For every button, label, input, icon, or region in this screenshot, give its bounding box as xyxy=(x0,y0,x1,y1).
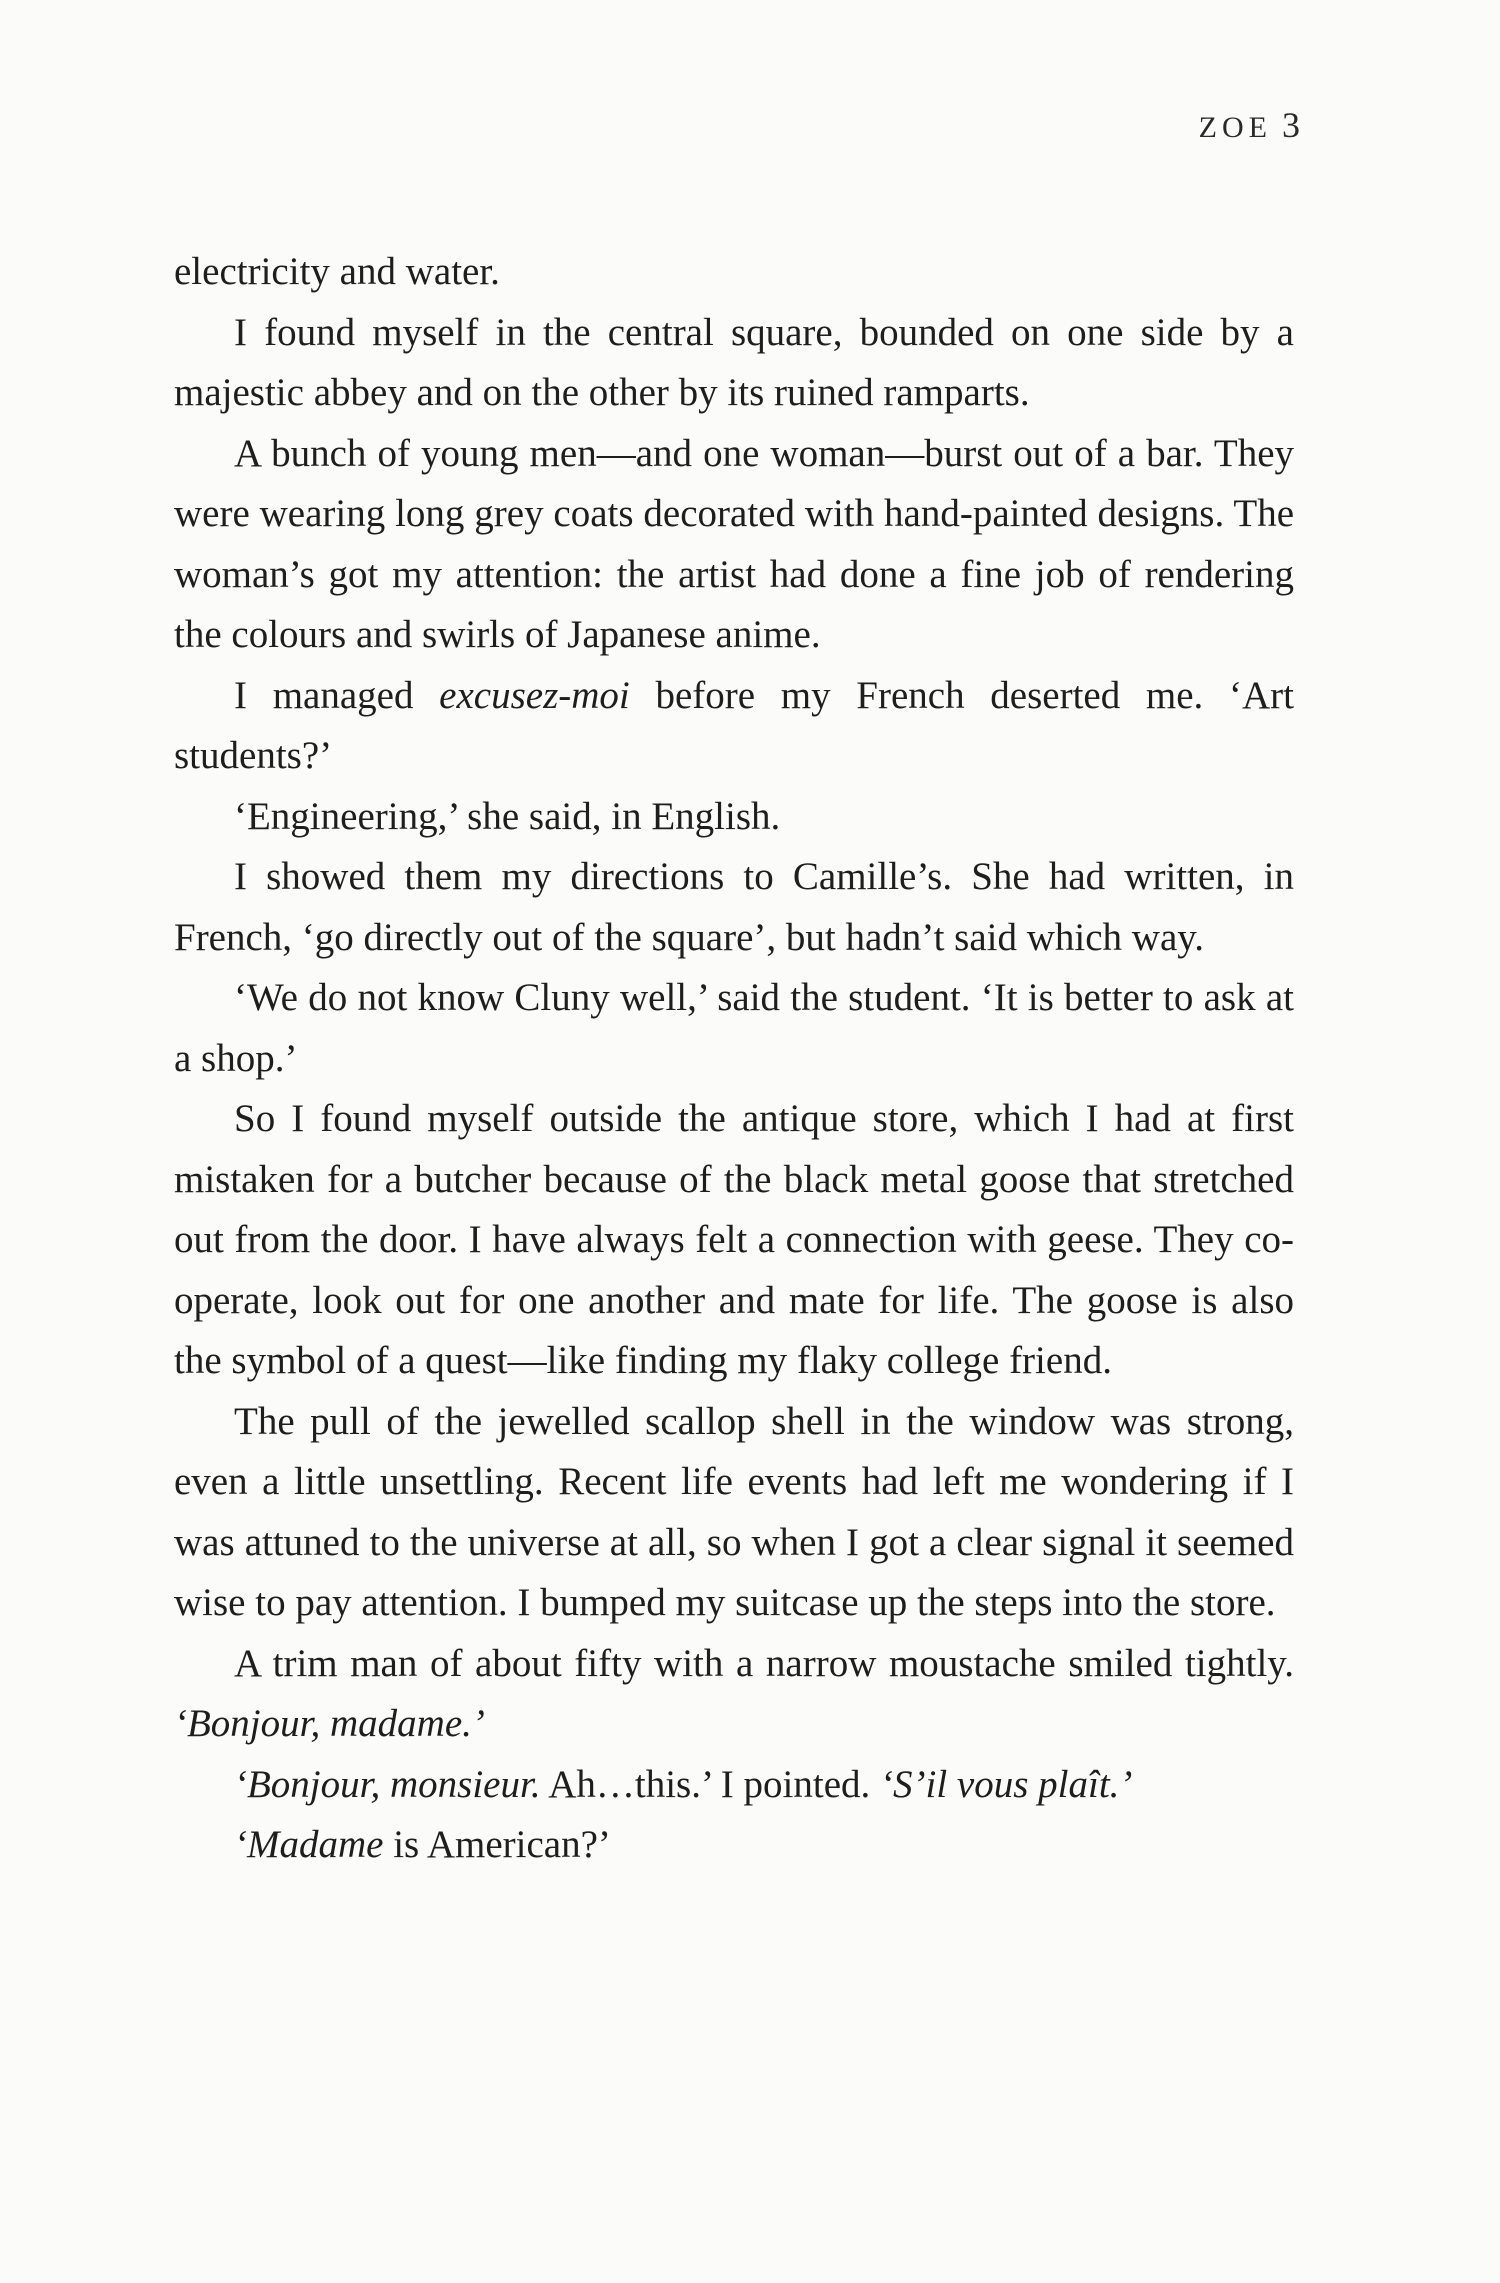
paragraph: ‘We do not know Cluny well,’ said the student. ‘It is better to ask at a shop.’ xyxy=(174,976,1294,1080)
page-number: 3 xyxy=(1282,105,1300,145)
running-head xyxy=(1199,104,1300,146)
paragraph: A bunch of young men—and one woman—burst out of a bar. They were wearing long grey coats decorated with hand-painted designs. The woman’s got my attention: the artist had done a fine job of rendering the colours and swirls of Japanese anime. xyxy=(174,431,1294,656)
paragraph: I found myself in the central square, bounded on one side by a majestic abbey and on the other by its ruined ramparts. xyxy=(174,310,1294,414)
paragraph: I showed them my directions to Camille’s. She had written, in French, ‘go directly out of the square’, but hadn’t said which way. xyxy=(174,855,1294,959)
paragraph xyxy=(174,1755,1294,1816)
paragraph xyxy=(174,1634,1294,1755)
paragraph xyxy=(174,1815,1294,1876)
running-title: ZOE xyxy=(1198,111,1272,144)
italic-phrase: ‘S’il vous plaît.’ xyxy=(880,1762,1133,1806)
paragraph: So I found myself outside the antique store, which I had at first mistaken for a butcher because of the black metal goose that stretched out from the door. I have always felt a connection with geese. They co-operate, look out for one another and mate for life. The goose is also the symbol of a quest—like finding my flaky college friend. xyxy=(174,1097,1294,1382)
italic-phrase: ‘Bonjour, madame.’ xyxy=(174,1702,485,1745)
paragraph: electricity and water. xyxy=(174,250,500,293)
paragraph xyxy=(174,666,1294,787)
text-run: I managed xyxy=(234,673,440,717)
italic-phrase: excusez-moi xyxy=(439,673,630,717)
italic-phrase: ‘Bonjour, monsieur. xyxy=(234,1762,541,1806)
body-text xyxy=(174,242,1294,1876)
text-run: is American?’ xyxy=(383,1823,611,1866)
text-run: A trim man of about fifty with a narrow moustache smiled tightly. xyxy=(234,1641,1294,1685)
paragraph: The pull of the jewelled scallop shell in the window was strong, even a little unsettling. Recent life events had left me wondering if I was attuned to the universe at all, so when I got a clear signal it seemed wise to pay attention. I bumped my suitcase up the steps into the store. xyxy=(174,1399,1294,1624)
text-run: Ah…this.’ I pointed. xyxy=(540,1762,881,1806)
paragraph: ‘Engineering,’ she said, in English. xyxy=(234,794,781,838)
text-run: before my French deserted me. ‘Art students?’ xyxy=(174,673,1294,777)
italic-phrase: ‘Madame xyxy=(234,1823,384,1866)
